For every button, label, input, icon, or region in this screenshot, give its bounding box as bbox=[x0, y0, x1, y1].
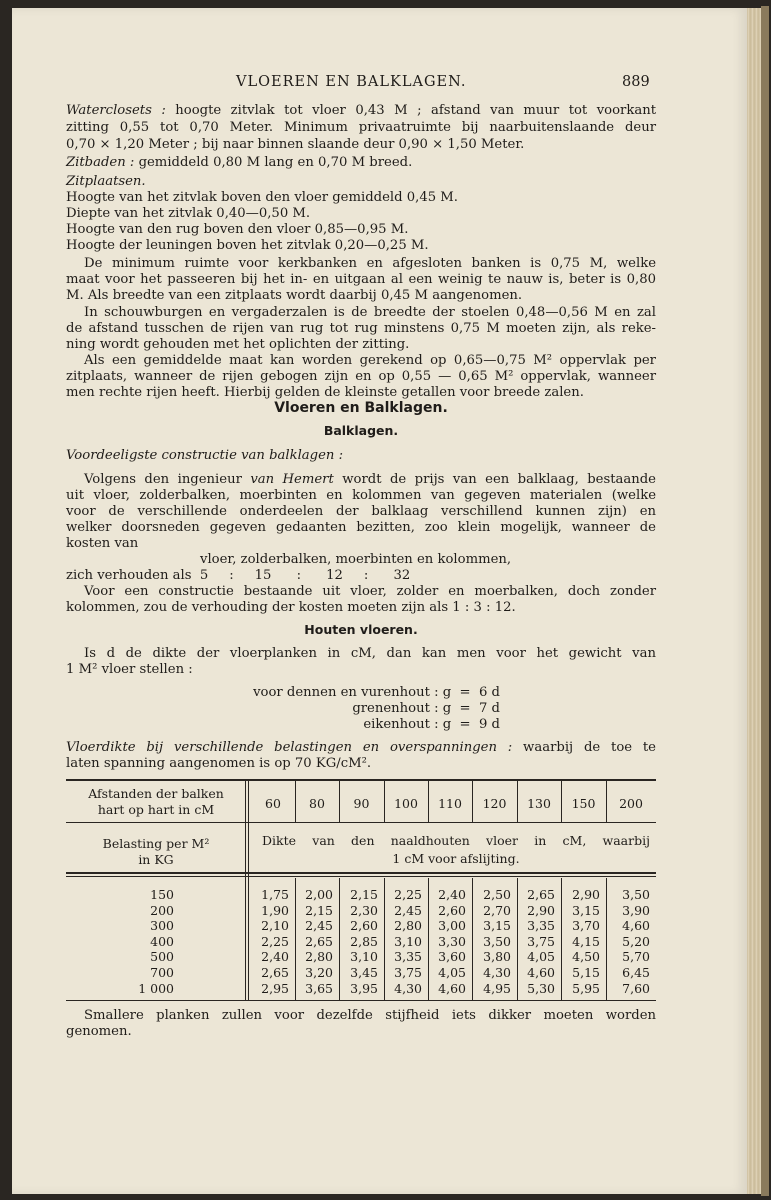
load-cell: 700 bbox=[150, 965, 174, 980]
span-header-cell: 130 bbox=[527, 796, 551, 811]
ratio-header: vloer, zolderbalken, moerbinten en kolommen, bbox=[200, 552, 512, 567]
thickness-cell: 4,50 bbox=[572, 949, 600, 965]
paragraph-schouwburgen-line-3: ning wordt gehouden met het oplichten der zitting. bbox=[66, 337, 410, 352]
houten-line-2: 1 M² vloer stellen : bbox=[66, 662, 193, 677]
paragraph-kerkbanken-line-1: De minimum ruimte voor kerkbanken en afgesloten banken is 0,75 M, welke bbox=[84, 256, 656, 271]
thickness-cell: 2,80 bbox=[305, 949, 333, 965]
thickness-cell: 5,95 bbox=[572, 980, 600, 996]
table-divider-2 bbox=[248, 781, 249, 1000]
footer-line-1: Smallere planken zullen voor dezelfde stijfheid iets dikker moeten worden bbox=[84, 1008, 656, 1023]
span-header-cell: 100 bbox=[394, 796, 418, 811]
paragraph-gemiddelde-line-2: zitplaats, wanneer de rijen gebogen zijn en op 0,55 — 0,65 M² oppervlak, wanneer bbox=[66, 369, 656, 384]
vloerdikte-line-2: laten spanning aangenomen is op 70 KG/cM². bbox=[66, 756, 372, 771]
thickness-cell: 3,00 bbox=[438, 918, 466, 934]
thickness-cell: 5,30 bbox=[527, 980, 555, 996]
thickness-cell: 2,65 bbox=[527, 887, 555, 902]
thickness-cell: 4,95 bbox=[483, 980, 511, 996]
vloerdikte-line-1: Vloerdikte bij verschillende belastingen en overspanningen : waarbij de toe te bbox=[66, 740, 656, 755]
thickness-cell: 2,45 bbox=[394, 902, 422, 918]
thickness-cell: 1,75 bbox=[261, 887, 289, 902]
thickness-cell: 3,75 bbox=[527, 933, 555, 949]
thickness-cell: 4,60 bbox=[527, 965, 555, 980]
thickness-cell: 2,60 bbox=[438, 902, 466, 918]
thickness-cell: 3,90 bbox=[622, 902, 650, 918]
thickness-cell: 5,15 bbox=[572, 965, 600, 980]
load-cell: 500 bbox=[150, 949, 174, 965]
thickness-cell: 7,60 bbox=[622, 980, 650, 996]
zitplaatsen-line-4: Hoogte der leuningen boven het zitvlak 0,20—0,25 M. bbox=[66, 238, 429, 253]
houten-vloeren-title: Houten vloeren. bbox=[304, 622, 418, 637]
gewicht-eiken: eikenhout : g = 9 d bbox=[363, 717, 500, 732]
thickness-cell: 3,65 bbox=[305, 980, 333, 996]
thickness-cell: 2,00 bbox=[305, 887, 333, 902]
load-cell: 150 bbox=[150, 887, 174, 902]
zitplaatsen-line-3: Hoogte van den rug boven den vloer 0,85—0,95 M. bbox=[66, 222, 409, 237]
thickness-cell: 2,95 bbox=[261, 980, 289, 996]
thickness-cell: 2,45 bbox=[305, 918, 333, 934]
thickness-cell: 2,60 bbox=[350, 918, 378, 934]
paragraph-schouwburgen-line-1: In schouwburgen en vergaderzalen is de breedte der stoelen 0,48—0,56 M en zal bbox=[84, 305, 656, 320]
thickness-cell: 2,40 bbox=[261, 949, 289, 965]
paragraph-schouwburgen-line-2: de afstand tusschen de rijen van rug tot rug minstens 0,75 M moeten zijn, als reke- bbox=[66, 321, 656, 336]
thickness-cell: 3,75 bbox=[394, 965, 422, 980]
book-cover-edge bbox=[761, 6, 769, 1196]
load-cell: 400 bbox=[150, 933, 174, 949]
span-header-cell: 150 bbox=[571, 796, 596, 811]
thickness-cell: 3,35 bbox=[394, 949, 422, 965]
thickness-cell: 3,10 bbox=[394, 933, 422, 949]
thickness-cell: 5,20 bbox=[622, 933, 650, 949]
thickness-cell: 2,90 bbox=[572, 887, 600, 902]
running-title: VLOEREN EN BALKLAGEN. bbox=[236, 74, 467, 90]
span-header-cell: 60 bbox=[265, 796, 281, 811]
span-header-cell: 120 bbox=[482, 796, 507, 811]
thickness-cell: 2,25 bbox=[261, 933, 289, 949]
paragraph-waterclosets-line-3: 0,70 × 1,20 Meter ; bij naar binnen slaande deur 0,90 × 1,50 Meter. bbox=[66, 137, 525, 152]
paragraph-constructie-line-2: kolommen, zou de verhouding der kosten moeten zijn als 1 : 3 : 12. bbox=[66, 600, 516, 615]
table-body-rule bbox=[66, 872, 656, 874]
thickness-cell: 2,10 bbox=[261, 918, 289, 934]
gewicht-dennen: voor dennen en vurenhout : g = 6 d bbox=[253, 685, 500, 700]
paragraph-constructie-line-1: Voor een constructie bestaande uit vloer, zolder en moerbalken, doch zonder bbox=[84, 584, 656, 599]
thickness-cell: 4,30 bbox=[483, 965, 511, 980]
thickness-cell: 2,70 bbox=[483, 902, 511, 918]
page-number: 889 bbox=[622, 74, 650, 90]
paragraph-ingenieur-line-4: welker doorsneden gegeven gedaanten bezitten, zoo klein mogelijk, wanneer de bbox=[66, 520, 656, 535]
thickness-cell: 3,15 bbox=[572, 902, 600, 918]
houten-line-1: Is d de dikte der vloerplanken in cM, dan kan men voor het gewicht van bbox=[84, 646, 656, 661]
table-merged-header: Dikte van den naaldhouten vloer in cM, waarbij 1 cM voor afslijting. bbox=[262, 833, 650, 866]
table-bottom-rule bbox=[66, 1000, 656, 1001]
thickness-cell: 2,90 bbox=[527, 902, 555, 918]
paragraph-gemiddelde-line-3: men rechte rijen heeft. Hierbij gelden de kleinste getallen voor breede zalen. bbox=[66, 385, 584, 400]
thickness-cell: 3,10 bbox=[350, 949, 378, 965]
paragraph-gemiddelde-line-1: Als een gemiddelde maat kan worden gerekend op 0,65—0,75 M² oppervlak per bbox=[84, 353, 656, 368]
paragraph-zitbaden: Zitbaden : gemiddeld 0,80 M lang en 0,70 M breed. bbox=[66, 155, 413, 170]
span-header-cell: 90 bbox=[353, 796, 370, 811]
zitplaatsen-label: Zitplaatsen. bbox=[66, 174, 146, 189]
thickness-cell: 3,45 bbox=[350, 965, 378, 980]
gewicht-grenen: grenenhout : g = 7 d bbox=[352, 701, 500, 716]
thickness-cell: 2,50 bbox=[483, 887, 511, 902]
table-header-rule bbox=[66, 822, 656, 823]
paragraph-kerkbanken-line-2: maat voor het passeeren bij het in- en uitgaan al een weinig te nauw is, beter is 0,80 bbox=[66, 272, 656, 287]
thickness-cell: 2,65 bbox=[305, 933, 333, 949]
table-body-rule-2 bbox=[66, 876, 656, 877]
thickness-cell: 4,15 bbox=[572, 933, 600, 949]
constructie-label: Voordeeligste constructie van balklagen : bbox=[66, 448, 344, 463]
zitplaatsen-line-2: Diepte van het zitvlak 0,40—0,50 M. bbox=[66, 206, 311, 221]
span-header-cell: 110 bbox=[438, 796, 462, 811]
table-corner-load: Belasting per M² in KG bbox=[102, 836, 210, 867]
page-edges bbox=[747, 8, 761, 1194]
thickness-cell: 2,30 bbox=[350, 902, 378, 918]
thickness-cell: 4,05 bbox=[438, 965, 466, 980]
load-cell: 200 bbox=[150, 902, 174, 918]
zitplaatsen-line-1: Hoogte van het zitvlak boven den vloer gemiddeld 0,45 M. bbox=[66, 190, 458, 205]
span-header-cell: 200 bbox=[619, 796, 643, 811]
thickness-cell: 2,85 bbox=[350, 933, 378, 949]
paragraph-ingenieur-line-3: voor de verschillende onderdeelen der balklaag verschillend kunnen zijn) en bbox=[66, 504, 656, 519]
section-title: Vloeren en Balklagen. bbox=[274, 400, 448, 416]
thickness-cell: 2,25 bbox=[394, 887, 422, 902]
thickness-cell: 3,50 bbox=[483, 933, 511, 949]
paragraph-ingenieur-line-2: uit vloer, zolderbalken, moerbinten en kolommen van gegeven materialen (welke bbox=[66, 488, 656, 503]
thickness-cell: 3,80 bbox=[483, 949, 511, 965]
thickness-cell: 2,15 bbox=[350, 887, 378, 902]
paragraph-kerkbanken-line-3: M. Als breedte van een zitplaats wordt daarbij 0,45 M aangenomen. bbox=[66, 288, 523, 303]
thickness-cell: 2,65 bbox=[261, 965, 289, 980]
thickness-cell: 2,15 bbox=[305, 902, 333, 918]
thickness-cell: 4,60 bbox=[622, 918, 650, 934]
thickness-cell: 3,95 bbox=[350, 980, 378, 996]
thickness-cell: 3,20 bbox=[305, 965, 333, 980]
span-header-cell: 80 bbox=[309, 796, 325, 811]
thickness-cell: 5,70 bbox=[622, 949, 650, 965]
thickness-cell: 4,60 bbox=[438, 980, 466, 996]
section-subtitle: Balklagen. bbox=[323, 423, 399, 438]
paragraph-ingenieur-line-1: Volgens den ingenieur van Hemert wordt de prijs van een balklaag, bestaande bbox=[84, 472, 656, 487]
paragraph-waterclosets-line-2: zitting 0,55 tot 0,70 Meter. Minimum privaatruimte bij naarbuitenslaande deur bbox=[66, 120, 656, 135]
paragraph-waterclosets-line-1: Waterclosets : hoogte zitvlak tot vloer 0,43 M ; afstand van muur tot voorkant bbox=[66, 103, 656, 118]
thickness-cell: 4,05 bbox=[527, 949, 555, 965]
thickness-cell: 3,35 bbox=[527, 918, 555, 934]
table-top-rule bbox=[66, 779, 656, 781]
ratio-line: zich verhouden als 5 : 15 : 12 : 32 bbox=[66, 568, 411, 583]
paragraph-ingenieur-line-5: kosten van bbox=[66, 536, 139, 551]
thickness-cell: 3,15 bbox=[483, 918, 511, 934]
load-cell: 300 bbox=[150, 918, 174, 934]
thickness-cell: 3,30 bbox=[438, 933, 466, 949]
table-corner-spans: Afstanden der balken hart op hart in cM bbox=[88, 786, 224, 817]
thickness-cell: 6,45 bbox=[622, 965, 650, 980]
thickness-cell: 2,80 bbox=[394, 918, 422, 934]
thickness-cell: 2,40 bbox=[438, 887, 466, 902]
load-cell: 1 000 bbox=[138, 980, 174, 996]
thickness-cell: 3,60 bbox=[438, 949, 466, 965]
thickness-cell: 1,90 bbox=[261, 902, 289, 918]
footer-line-2: genomen. bbox=[66, 1024, 132, 1039]
thickness-cell: 3,70 bbox=[572, 918, 600, 934]
thickness-cell: 3,50 bbox=[622, 887, 650, 902]
thickness-cell: 4,30 bbox=[394, 980, 422, 996]
